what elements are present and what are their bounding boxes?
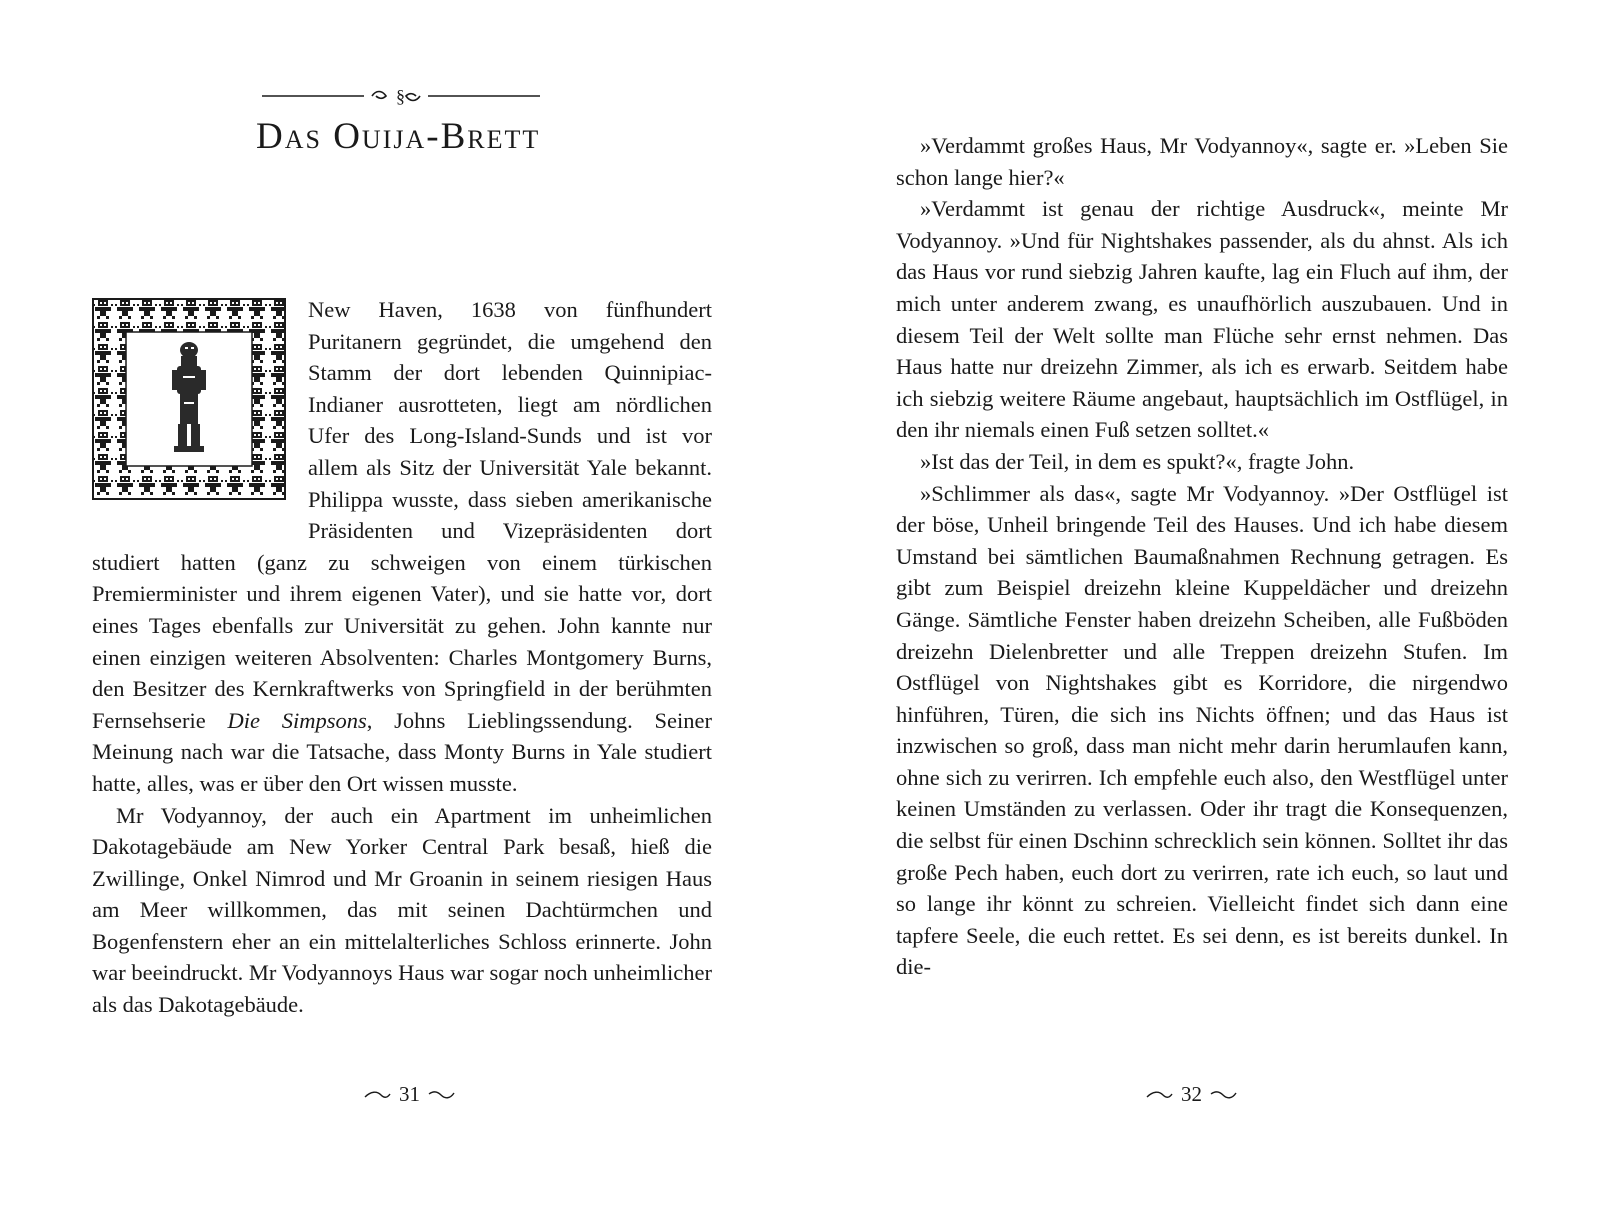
right-paragraph-4: »Schlimmer als das«, sagte Mr Vodyannoy. »Der Ostflügel ist der böse, Unheil bringende Teil des Hauses. Und ich habe diesem Umstand bei sämtlichen Baumaßnahmen Rechnung getragen. Es gibt zum Beispiel dreizehn kleine Kuppeldächer und dreizehn Gänge. Sämtliche Fenster haben dreizehn Scheiben, alle Fußböden dreizehn Dielenbretter und alle Treppen dreizehn Stufen. Im Ostflügel von Nightshakes gibt es Korridore, die nirgendwo hinführen, Türen, die sich ins Nichts öffnen; und das Haus ist inzwischen so groß, dass man nicht mehr darin herumlaufen kann, ohne sich zu verirren. Ich empfehle euch also, den Westflügel unter keinen Umständen zu verlassen. Oder ihr tragt die Konsequenzen, die selbst für einen Dschinn schrecklich sein können. Solltet ihr das große Pech haben, euch dort zu verirren, rate ich euch, so laut und so lange ihr könnt zu schreien. Vielleicht findet sich dann eine tapfere Seele, die euch rettet. Es sei denn, es ist bereits dunkel. In die- — [896, 480, 1508, 980]
right-paragraph-1: »Verdammt großes Haus, Mr Vodyannoy«, sagte er. »Leben Sie schon lange hier?« — [896, 133, 1508, 190]
show-title: Die Simpsons — [227, 707, 367, 733]
chapter-title: Das Ouija-Brett — [256, 116, 541, 157]
left-text-block — [92, 294, 712, 1021]
chapter-ornament — [262, 84, 540, 108]
svg-text:§: § — [396, 86, 405, 106]
page-number: 32 — [1145, 1082, 1238, 1107]
right-text-block — [896, 130, 1508, 983]
right-page — [800, 0, 1600, 1229]
right-paragraph-2: »Verdammt ist genau der richtige Ausdruck«, meinte Mr Vodyannoy. »Und für Nightshakes passender, als du ahnst. Als ich das Haus vor rund siebzig Jahren kaufte, lag ein Fluch auf ihm, der mich unter anderem zwang, es unaufhörlich auszubauen. Und in diesem Teil der Welt sollte man Flüche sehr ernst nehmen. Das Haus hatte nur dreizehn Zimmer, als ich es erwarb. Seitdem habe ich siebzig weitere Räume angebaut, hauptsächlich im Ostflügel, in den ihr niemals einen Fuß setzen solltet.« — [896, 196, 1508, 443]
left-paragraph-2: Mr Vodyannoy, der auch ein Apartment im unheimlichen Dakotagebäude am New Yorker Central Park besaß, hieß die Zwillinge, Onkel Nimrod und Mr Groanin in seinem riesigen Haus am Meer willkommen, das mit seinen Dachtürmchen und Bogenfenstern eher an ein mittelalterliches Schloss erinnerte. John war beeindruckt. Mr Vodyannoys Haus war sogar noch unheimlicher als das Dakotagebäude. — [92, 802, 712, 1018]
left-paragraph-1: New Haven, 1638 von fünfhundert Puritanern gegründet, die umgehend den Stamm der dort lebenden Quinnipiac-Indianer ausrotteten, liegt am nördlichen Ufer des Long-Island-Sunds und ist vor allem als Sitz der Universität Yale bekannt. Philippa wusste, dass sieben amerikanische Präsidenten und Vizepräsidenten dort studiert hatten (ganz zu schweigen von einem türkischen Premierminister und ihrem eigenen Vater), und sie hatte vor, dort eines Tages ebenfalls zur Universität zu gehen. John kannte nur einen einzigen weiteren Absolventen: Charles Montgomery Burns, den Besitzer des Kernkraftwerks von Springfield in der berühmten Fernsehserie Die Simpsons, Johns Lieblingssendung. Seiner Meinung nach war die Tatsache, dass Monty Burns in Yale studiert hatte, alles, was er über den Ort wissen musste. — [92, 297, 712, 796]
page-number: 31 — [363, 1082, 456, 1107]
right-paragraph-3: »Ist das der Teil, in dem es spukt?«, fragte John. — [920, 448, 1355, 474]
